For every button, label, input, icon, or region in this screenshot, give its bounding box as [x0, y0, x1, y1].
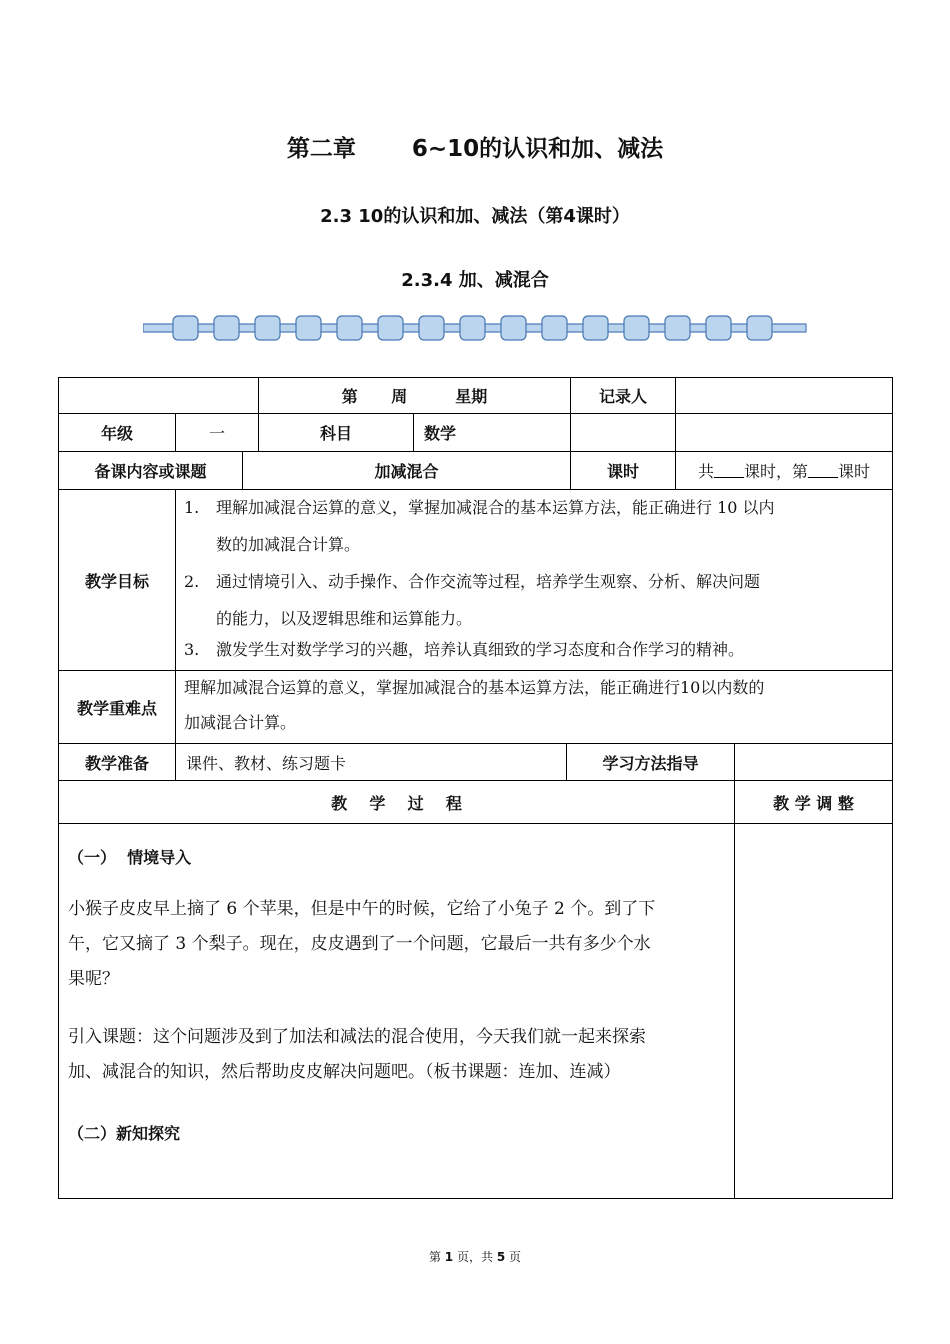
- current-page-number: 1: [444, 1250, 454, 1264]
- weekday-label: 星期: [455, 387, 488, 406]
- subsection-title: 2.3.4 加、减混合: [401, 270, 549, 291]
- goal-text-continued: 数的加减混合计算。: [216, 535, 361, 554]
- prep-value: 课件、教材、练习题卡: [186, 753, 347, 773]
- method-value[interactable]: [735, 744, 892, 780]
- story-line: 果呢？: [68, 969, 119, 989]
- lesson-suffix: 课时: [838, 462, 871, 481]
- goal-text: 理解加减混合运算的意义，掌握加减混合的基本运算方法，能正确进行 10 以内: [216, 498, 775, 517]
- footer-post: 页: [509, 1250, 522, 1264]
- footer-mid: 页，共: [456, 1250, 493, 1264]
- week-label: 第 周: [341, 387, 408, 406]
- key-points-line: 加减混合计算。: [184, 713, 297, 732]
- chapter-title: [0, 130, 950, 163]
- decorative-chain-divider: [143, 314, 807, 342]
- chapter-number: 第二章: [286, 136, 356, 162]
- goals-label: 教学目标: [84, 571, 149, 591]
- section-title: 2.3 10的认识和加、减法（第4课时）: [320, 206, 630, 227]
- key-points-line: 理解加减混合运算的意义，掌握加减混合的基本运算方法，能正确进行10以内数的: [184, 678, 765, 697]
- footer-pre: 第: [428, 1250, 441, 1264]
- goal-item: [184, 489, 884, 563]
- goal-number: 1.: [184, 498, 200, 517]
- total-page-number: 5: [496, 1250, 506, 1264]
- prep-label: 教学准备: [84, 753, 149, 773]
- section-intro-title: （一） 情境导入: [68, 848, 192, 867]
- recorder-value[interactable]: [676, 378, 892, 413]
- key-points-text: [184, 670, 884, 740]
- lesson-current-blank[interactable]: [808, 463, 838, 478]
- goal-text: 激发学生对数学学习的兴趣，培养认真细致的学习态度和合作学习的精神。: [216, 640, 745, 659]
- goal-item: [184, 631, 884, 668]
- goal-text: 通过情境引入、动手操作、合作交流等过程，培养学生观察、分析、解决问题: [216, 572, 761, 591]
- recorder-label: 记录人: [598, 387, 647, 406]
- lesson-total-blank[interactable]: [714, 463, 744, 478]
- goal-item: [184, 563, 884, 637]
- lesson-mid: 课时，第: [743, 462, 808, 481]
- lesson-label: 课时: [606, 462, 639, 481]
- subject-label: 科目: [319, 424, 352, 443]
- intro-line: 引入课题：这个问题涉及到了加法和减法的混合使用，今天我们就一起来探索: [68, 1027, 646, 1047]
- goal-number: 2.: [184, 572, 200, 591]
- week-cell: [259, 378, 570, 413]
- goal-text-continued: 的能力，以及逻辑思维和运算能力。: [216, 609, 473, 628]
- topic-label: 备课内容或课题: [94, 462, 207, 481]
- method-label: 学习方法指导: [602, 753, 699, 773]
- key-points-label: 教学重难点: [76, 698, 157, 718]
- story-line: 午，它又摘了 3 个梨子。现在，皮皮遇到了一个问题，它最后一共有多少个水: [68, 934, 651, 954]
- chapter-topic: 6~10的认识和加、减法: [411, 136, 664, 162]
- page-footer: [0, 1248, 950, 1265]
- subject-value: 数学: [424, 424, 457, 443]
- lesson-count: [676, 452, 892, 489]
- section-explore-title: （二）新知探究: [68, 1124, 181, 1143]
- lesson-prefix: 共: [697, 462, 714, 481]
- story-paragraph: [68, 892, 728, 997]
- grade-label: 年级: [100, 424, 133, 443]
- story-line: 小猴子皮皮早上摘了 6 个苹果，但是中午的时候，它给了小兔子 2 个。到了下: [68, 899, 656, 919]
- grade-value: 一: [208, 424, 225, 443]
- process-header: 教 学 过 程: [331, 793, 462, 813]
- goal-number: 3.: [184, 640, 200, 659]
- topic-value: 加减混合: [374, 462, 439, 481]
- intro-paragraph: [68, 1020, 728, 1090]
- adjust-header: 教 学 调 整: [773, 793, 854, 813]
- intro-line: 加、减混合的知识，然后帮助皮皮解决问题吧。（板书课题：连加、连减）: [68, 1062, 621, 1082]
